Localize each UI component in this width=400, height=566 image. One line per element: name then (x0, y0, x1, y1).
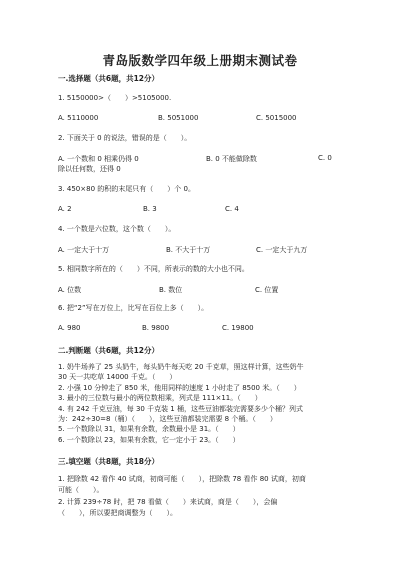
q2-option-c: C. 0 (318, 154, 332, 162)
question-1: 1. 5150000>（ ）>5105000. (58, 94, 172, 102)
fill-in-2: 2. 计算 239÷78 时，把 78 看做（ ）来试商，商是（ ），会偏 (58, 498, 278, 506)
question-2: 2. 下面关于 0 的说法，错误的是（ ）。 (58, 134, 192, 142)
judgment-6: 6. 一个数除以 23，如果有余数，它一定小于 23。（ ） (58, 436, 240, 444)
q6-option-b: B. 9800 (142, 324, 170, 332)
q4-option-c: C. 一定大于九万 (256, 246, 308, 254)
judgment-5: 5. 一个数除以 31，如果有余数，余数最小是 31。（ ） (58, 425, 240, 433)
q1-option-a: A. 5110000 (58, 114, 99, 122)
q4-option-b: B. 不大于十万 (166, 246, 211, 254)
q3-option-b: B. 3 (143, 205, 157, 213)
q2-option-c-continued: 除以任何数，还得 0 (58, 165, 121, 173)
judgment-1-continued: 30 天一共吃草 14000 千克。（ ） (58, 373, 177, 381)
section-heading-choice: 一.选择题（共6题，共12分） (58, 74, 160, 83)
judgment-2: 2. 小强 10 分钟走了 850 米，他用同样的速度 1 小时走了 8500 米。（ ） (58, 384, 301, 392)
fill-in-1-continued: 可能（ ）。 (58, 486, 104, 494)
q6-option-c: C. 19800 (222, 324, 254, 332)
question-4: 4. 一个数是六位数，这个数（ ）。 (58, 225, 176, 233)
q6-option-a: A. 980 (58, 324, 81, 332)
q4-option-a: A. 一定大于十万 (58, 246, 110, 254)
section-heading-judgment: 二.判断题（共6题，共12分） (58, 346, 160, 355)
section-heading-fill-in: 三.填空题（共8题，共18分） (58, 457, 160, 466)
fill-in-1: 1. 把除数 42 看作 40 试商，初商可能（ ），把除数 78 看作 80 试商，初商 (58, 475, 306, 483)
q5-option-a: A. 位数 (58, 286, 82, 294)
judgment-1: 1. 奶牛场养了 25 头奶牛，每头奶牛每天吃 20 千克草，照这样计算，这些奶牛 (58, 363, 304, 371)
q2-option-b: B. 0 不能做除数 (206, 155, 257, 163)
q5-option-c: C. 位置 (255, 286, 279, 294)
q5-option-b: B. 数位 (159, 286, 183, 294)
fill-in-2-continued: （ ），所以要把商调整为（ ）。 (58, 509, 177, 517)
q3-option-a: A. 2 (58, 205, 72, 213)
q2-option-a: A. 一个数和 0 相乘仍得 0 (58, 155, 139, 163)
page-title: 青岛版数学四年级上册期末测试卷 (102, 53, 298, 68)
question-3: 3. 450×80 的积的末尾只有（ ）个 0。 (58, 185, 195, 193)
question-6: 6. 把“2”写在万位上，比写在百位上多（ ）。 (58, 304, 209, 312)
judgment-4: 4. 有 242 千克豆油，每 30 千克装 1 桶，这些豆油都装完需要多少个桶？列式 (58, 405, 303, 413)
q1-option-b: B. 5051000 (158, 114, 199, 122)
question-5: 5. 相同数字所在的（ ）不同，所表示的数的大小也不同。 (58, 265, 249, 273)
q1-option-c: C. 5015000 (256, 114, 297, 122)
judgment-3: 3. 最小的三位数与最小的两位数相乘，列式是 111×11。（ ） (58, 394, 262, 402)
q3-option-c: C. 4 (225, 205, 239, 213)
judgment-4-continued: 为：242÷30=8（桶）（ ），这些豆油都装完需要 8 个桶。（ ） (58, 415, 277, 423)
